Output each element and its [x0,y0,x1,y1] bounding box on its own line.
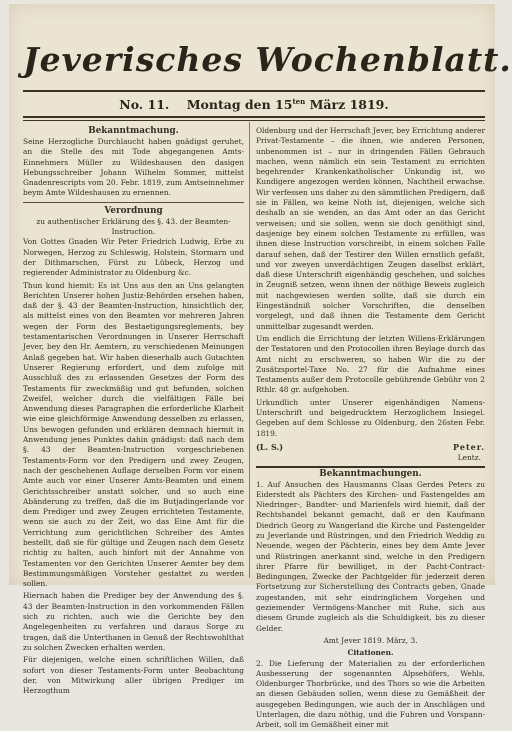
announcement-text: Seine Herzogliche Durchlaucht haben gnädigst geruhet, an die Stelle des mit Tode abgegangenen Amts-Einnehmers Müller zu Wildeshausen den dasigen Hebungsschreiber Johann Wilhelm Sommer, mittelst Gnadenrescripts vom 20. Febr. 1819, zum Amtseinnehmer beym Amte Wildeshausen zu ernennen. [23,137,244,198]
right-column [256,126,485,730]
signature-row [256,442,485,452]
section-rule [256,466,485,468]
dateline-rule [23,116,485,118]
decree-given: Urkundlich unter Unserer eigenhändigen Namens-Unterschrift und beigedrucktem Herzoglichem Insiegel. Gegeben auf dem Schlosse zu Oldenburg, den 26sten Febr. 1819. [256,397,485,438]
notice-1: 1. Auf Ansuchen des Hausmanns Claas Gerdes Peters zu Eiderstedt als Pächters des Kirchen- und Fastengeldes am Niedringer-, Bandter- und Marienfels wird hiemit, daß der Rechtshandel bekannt gemacht, daß er den Kaufmann Diedrich Georg zu Wangerland die Kirche und Fastengelder zu Jeverlande und Rüstringen, und den Friedrich Weddig zu Neuende, wegen der Pächterin, eines bey dem Amte Jever und Rüstringen anerkannt sind, welche in den Predigern ihrer Pfarre für bewilliget, in der Pacht-Contract-Bedingungen, Zwecke der Pachtgelder für jederzeit deren Fortsetzung zur Sicherstellung des Contracts geben, Gnade zugestanden, mit sehr eindringlichem Vorgehen und geziemender Vermögens-Mancher mit Ruhe, sich aus diesem Grunde zugleich als die Schuldigkeit, bis zu dieser Gelder. [256,479,485,633]
dateline-rule-thin [23,120,485,121]
notice-2: 2. Die Lieferung der Materialien zu der erforderlichen Ausbesserung der sogenannten Alpsehöfers, Wehls, Oldenburger Thorbrücke, und des Thors so wie die Arbeiten an diesen Gebäuden sollen, wenn diese zu Gemäßheit der ausgegeben Bedingungen, wie auch der in Anschlägen und Unterlagen, die dazu nöthig, und die Fuhren und Vorspann-Arbeit, soll im Gemäßheit einer mit [256,658,485,730]
decree-subheading: zu authentischer Erklärung des §. 43. der Beamten-Instruction. [36,216,231,237]
seal-mark: (L. S.) [256,441,284,452]
issue-month-year: März 1819. [309,97,389,113]
decree-continued: Oldenburg und der Herrschaft Jever, bey Errichtung anderer Privat-Testamente – die ihnen, wie anderen Personen, unbenommen ist – nur in dringenden Fällen Gebrauch machen, wenn nämlich ein sein Testament zu errichten begehrender Krankenkatholischer Unkundig ist, wo Kundigere angezogen werden können, Nachtheil erwachse. Wir verfessen uns daher zu den sämmtlichen Predigern, daß sie in Fällen, wo keine Noth ist, diejenigen, welche sich deshalb an sie wenden, an das Amt oder an das Gericht verweisen; und sie sollen, wenn sie doch genöthigt sind, dasjenige bey einem solchen Testamente zu erfüllen, was ihnen diese Instruction vorschreibt, in einem solchen Falle darauf sehen, daß der Testirer den Willen ernstlich gefaßt, und vor zweyen unverdächtigen Zeugen daselbst erklärt, daß diese Unterschrift eigenhändig geschehen, und solches in Zeugniß setzen, wenn ihnen der nöthige Beweis zugleich mit nachgewiesen werden sollte, daß sie durch ein Eingeständniß solcher Vorschriften, die denselben vorgelegt, und daß ihnen die Testamente dem Gericht unmittelbar zugesandt werden. [256,126,485,331]
announcement-heading: Bekanntmachung. [88,126,179,136]
issue-date-sup: ten [292,97,306,106]
section-divider [23,202,244,203]
issue-weekday: Montag den 15 [186,97,293,113]
column-divider [249,122,250,578]
issue-number: No. 11. [119,97,170,113]
decree-body: Thun kund hiemit: Es ist Uns aus den an Uns gelangten Berichten Unserer hohen Justiz-Behörden ersehen haben, daß der §. 43 der Beamten-Instruction, hinsichtlich der, als mittelst eines von den Beamten vor mehreren Jahren wegen der Form des Bestaetigungsreglements, bey testamentarischen Verordnungen in Unserer Herrschaft Jever, bey den Hr. Aemtern, zu verschiedenen Meinungen Anlaß gegeben hat. Wir haben dieserhalb auch Gutachten Unserer Regierung erfordert, und dem zufolge mit Ausschluß des zu erlassenden Gesetzes der Form des Testaments für zweckmäßig und gut befunden, solchen Zweifel, welcher durch die vielfältigen Fälle bei Anwendung dieses Paragraphen die erforderliche Klarheit wie eine gleichförmige Anwendung desselben zu erlassen, Uns bewogen gefunden und erklären demnach hiermit in Anwendung jenes Punktes dahin gnädigst: daß nach dem §. 43 der Beamten-Instruction vorgeschriebenen Testaments-Form vor den Predigern und zwey Zeugen, nach der geschehenen Auflage derselben Form vor einem Amte auch vor einer Unserer Amts-Beamten und einem Gerichtsschreiber anstatt solcher, und so auch eine Abänderung zu treffen, daß die im Butjadingerlande vor dem Prediger und zwey Zeugen errichteten Testamente, wenn sie auch zu der Zeit, wo das Eine Amt für die Verrichtung zum gerichtlichen Schreiber des Amtes bestellt, daß sie für gültige und Zeugen nach dem Gesetz richtig zu halten, auch hinfort mit der Annahme von Testamenten vor den Gerichten Unserer Aemter bey dem Bestimmungsmäßigen Vorsteher gestattet zu werden sollen. [23,280,244,589]
masthead-title: Jeverisches Wochenblatt. [23,40,512,79]
dateline [23,97,485,112]
decree-paragraph-2: Hiernach haben die Prediger bey der Anwendung des §. 43 der Beamten-Instruction in den vorkommenden Fällen sich zu richten, auch wie die Gerichte bey den Angelegenheiten zu verfahren und daraus Sorge zu tragen, daß die Unterthanen in Genuß der Rechtswohlthat zu solchen Zwecken erhalten werden. [23,591,244,652]
decree-heading: Verordnung [104,205,163,216]
decree-paragraph-3: Für diejenigen, welche einen schriftlichen Willen, daß sofort von dieser Testaments-Form unter Beobachtung der, von Mitwirkung aller übrigen Prediger im Herzogthum [23,655,244,696]
notices-heading: Bekanntmachungen. [319,468,422,479]
notice-1-footer: Amt Jever 1819. März, 3. [323,635,418,645]
newspaper-page [9,4,512,730]
citations-heading: Citationen. [347,648,394,658]
left-column [23,126,244,696]
countersignature: Lentz. [457,453,481,463]
decree-intro: Von Gottes Gnaden Wir Peter Friedrich Ludwig, Erbe zu Norwegen, Herzog zu Schleswig, Holstein, Stormarn und der Dithmarschen, Fürst zu Lübeck, Herzog und regierender Administrator zu Oldenburg &c. [23,237,244,278]
signer-name: Peter. [453,441,485,452]
decree-closing: Um endlich die Errichtung der letzten Willens-Erklärungen der Testatoren und den Protocollen ihren Beylage durch das Amt nicht zu erschweren, so haben Wir die zu der Zusätzsportel-Taxe No. 27 für die Aufnahme eines Testaments außer dem Protocolle gebührende Gebühr von 2 Rthlr. 48 gr. aufgehoben. [256,333,485,395]
masthead-rule-top [23,90,485,92]
